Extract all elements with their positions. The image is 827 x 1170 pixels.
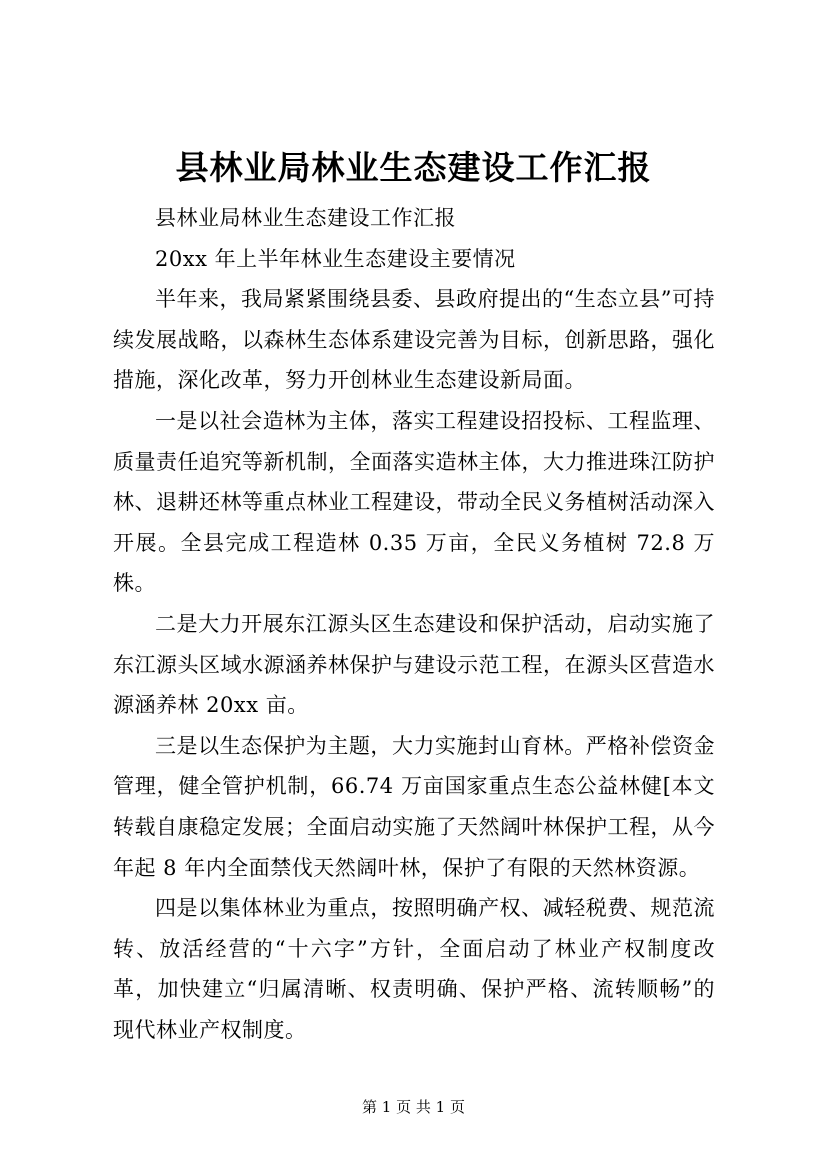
point-three-paragraph: 三是以生态保护为主题，大力实施封山育林。严格补偿资金管理，健全管护机制，66.74 万亩国家重点生态公益林健[本文转载自康稳定发展；全面启动实施了天然阔叶林保护工程，从今年起 8 年内全面禁伐天然阔叶林，保护了有限的天然林资源。 — [113, 733, 715, 880]
document-body — [113, 198, 715, 1050]
point-one-paragraph: 一是以社会造林为主体，落实工程建设招投标、工程监理、质量责任追究等新机制，全面落实造林主体，大力推进珠江防护林、退耕还林等重点林业工程建设，带动全民义务植树活动深入开展。全县完成工程造林 0.35 万亩，全民义务植树 72.8 万株。 — [113, 408, 715, 596]
page-number-footer: 第 1 页 共 1 页 — [362, 1098, 465, 1116]
point-four-paragraph: 四是以集体林业为重点，按照明确产权、减轻税费、规范流转、放活经营的“十六字”方针，全面启动了林业产权制度改革，加快建立“归属清晰、权责明确、保护严格、流转顺畅”的现代林业产权制度。 — [113, 896, 715, 1042]
point-two-paragraph: 二是大力开展东江源头区生态建设和保护活动，启动实施了东江源头区域水源涵养林保护与建设示范工程，在源头区营造水源涵养林 20xx 亩。 — [113, 611, 715, 718]
section-heading-paragraph: 20xx 年上半年林业生态建设主要情况 — [155, 246, 516, 271]
subtitle-paragraph: 县林业局林业生态建设工作汇报 — [155, 206, 456, 230]
document-title: 县林业局林业生态建设工作汇报 — [175, 148, 652, 187]
intro-paragraph: 半年来，我局紧紧围绕县委、县政府提出的“生态立县”可持续发展战略，以森林生态体系建设完善为目标，创新思路，强化措施，深化改革，努力开创林业生态建设新局面。 — [113, 287, 715, 393]
